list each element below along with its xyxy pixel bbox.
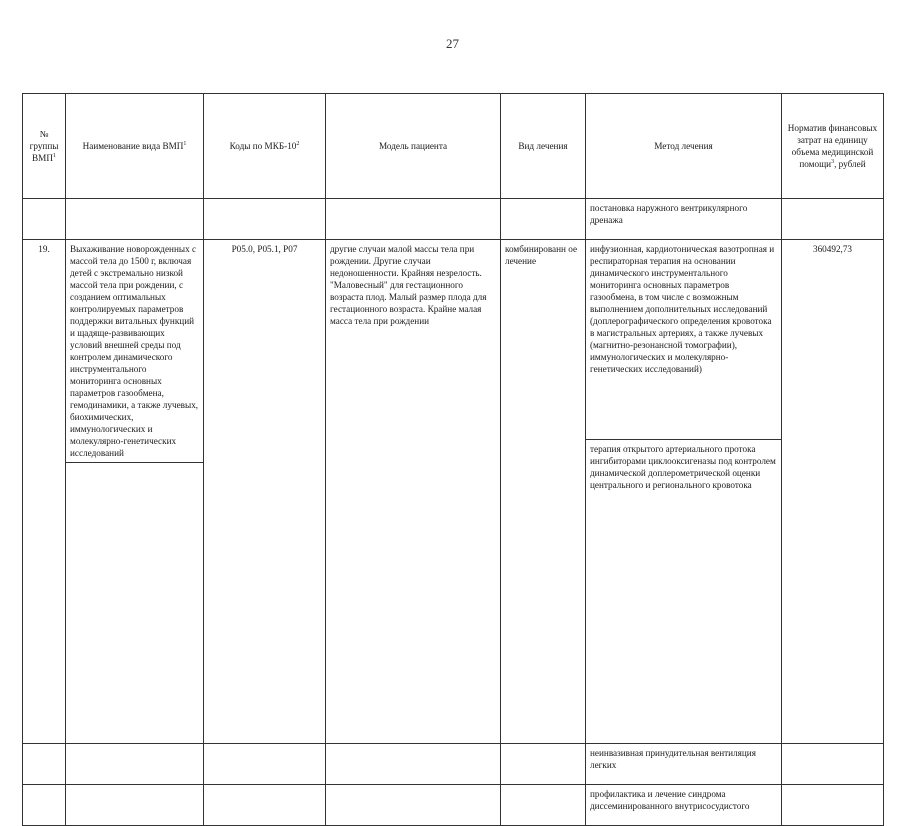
vmp-name-split	[66, 240, 203, 743]
header-treatment-method	[586, 94, 782, 199]
empty-cell	[66, 785, 204, 826]
page-number: 27	[446, 36, 459, 51]
header-financial-norm-suffix: , рублей	[834, 159, 866, 169]
empty-cell	[23, 199, 66, 240]
empty-cell	[326, 199, 501, 240]
treatment-kind-cell	[501, 240, 586, 744]
empty-cell	[204, 744, 326, 785]
continuation-method	[586, 199, 782, 240]
vmp-name: Выхаживание новорожденных с массой тела до 1500 г, включая детей с экстремально низкой массой тела при рождении, с созданием оптимальных контролируемых параметров поддержки витальных функций и щадяще-развивающих условий внешней среды под контролем динамического инструментального мониторинга основных параметров газообмена, гемодинамики, а также лучевых, биохимических, иммунологических и молекулярно-генетических исследований	[70, 244, 199, 458]
patient-model: другие случаи малой массы тела при рождении. Другие случаи недоношенности. Крайняя незрелость. "Маловесный" для гестационного возраста плод. Малый размер плода для гестационного возраста. Крайне малая масса тела при рождении	[330, 244, 487, 326]
treatment-method-bottom	[586, 440, 781, 743]
empty-cell	[782, 785, 884, 826]
treatment-method-cell	[586, 785, 782, 826]
treatment-kind: комбинированн ое лечение	[505, 244, 578, 266]
header-financial-norm-label: Норматив финансовых затрат на единицу объема медицинской помощи	[787, 123, 878, 169]
header-treatment-kind-label: Вид лечения	[518, 141, 568, 151]
header-patient-model	[326, 94, 501, 199]
empty-cell	[66, 199, 204, 240]
empty-cell	[501, 199, 586, 240]
treatment-method-split	[586, 240, 781, 743]
treatment-method-cell	[586, 744, 782, 785]
footnote-mark: 1	[183, 140, 187, 147]
vmp-table	[22, 93, 884, 826]
continuation-method-text: постановка наружного вентрикулярного дренажа	[590, 203, 748, 225]
header-vmp-name-label: Наименование вида ВМП	[82, 141, 184, 151]
empty-cell	[326, 785, 501, 826]
continuation-row	[23, 199, 884, 240]
table-row-method-4	[23, 785, 884, 826]
empty-cell	[204, 199, 326, 240]
header-row	[23, 94, 884, 199]
icd-codes: P05.0, P05.1, P07	[231, 244, 298, 254]
header-financial-norm	[782, 94, 884, 199]
vmp-name-bottom	[66, 463, 203, 744]
treatment-method-top	[586, 240, 781, 440]
header-treatment-kind	[501, 94, 586, 199]
vmp-name-top	[66, 240, 203, 463]
empty-cell	[782, 199, 884, 240]
footnote-mark: 1	[52, 152, 56, 159]
treatment-method-2: терапия открытого артериального протока ингибиторами циклооксигеназы под контролем динамической доплерометрической оценки центрального и регионального кровотока	[590, 444, 776, 491]
header-group-number	[23, 94, 66, 199]
empty-cell	[23, 785, 66, 826]
icd-codes-cell	[204, 240, 326, 744]
empty-cell	[204, 785, 326, 826]
footnote-mark: 3	[831, 158, 835, 165]
empty-cell	[326, 744, 501, 785]
group-number-cell	[23, 240, 66, 744]
vmp-name-cell	[66, 240, 204, 744]
patient-model-cell	[326, 240, 501, 744]
table-row-method-3	[23, 744, 884, 785]
header-vmp-name	[66, 94, 204, 199]
financial-norm-cell	[782, 240, 884, 744]
treatment-method-1: инфузионная, кардиотоническая вазотропная и респираторная терапия на основании динамического инструментального мониторинга основных параметров газообмена, в том числе с возможным выполнением дополнительных исследований (доплерографического определения кровотока в магистральных артериях, а также лучевых (магнитно-резонансной томографии), иммунологических и молекулярно-генетических исследований)	[590, 244, 775, 374]
table-row-19	[23, 240, 884, 744]
header-icd-codes	[204, 94, 326, 199]
header-icd-codes-label: Коды по МКБ-10	[229, 141, 297, 151]
header-group-number-label: № группы ВМП	[29, 129, 59, 163]
treatment-method-4: профилактика и лечение синдрома диссеминированного внутрисосудистого	[590, 789, 750, 811]
footnote-mark: 2	[296, 140, 300, 147]
group-number: 19.	[38, 244, 50, 254]
header-treatment-method-label: Метод лечения	[654, 141, 713, 151]
financial-norm: 360492,73	[812, 244, 853, 254]
empty-cell	[782, 744, 884, 785]
empty-cell	[66, 744, 204, 785]
empty-cell	[501, 744, 586, 785]
empty-cell	[23, 744, 66, 785]
treatment-method-cell	[586, 240, 782, 744]
treatment-method-3: неинвазивная принудительная вентиляция легких	[590, 748, 756, 770]
empty-cell	[501, 785, 586, 826]
header-patient-model-label: Модель пациента	[378, 141, 448, 151]
